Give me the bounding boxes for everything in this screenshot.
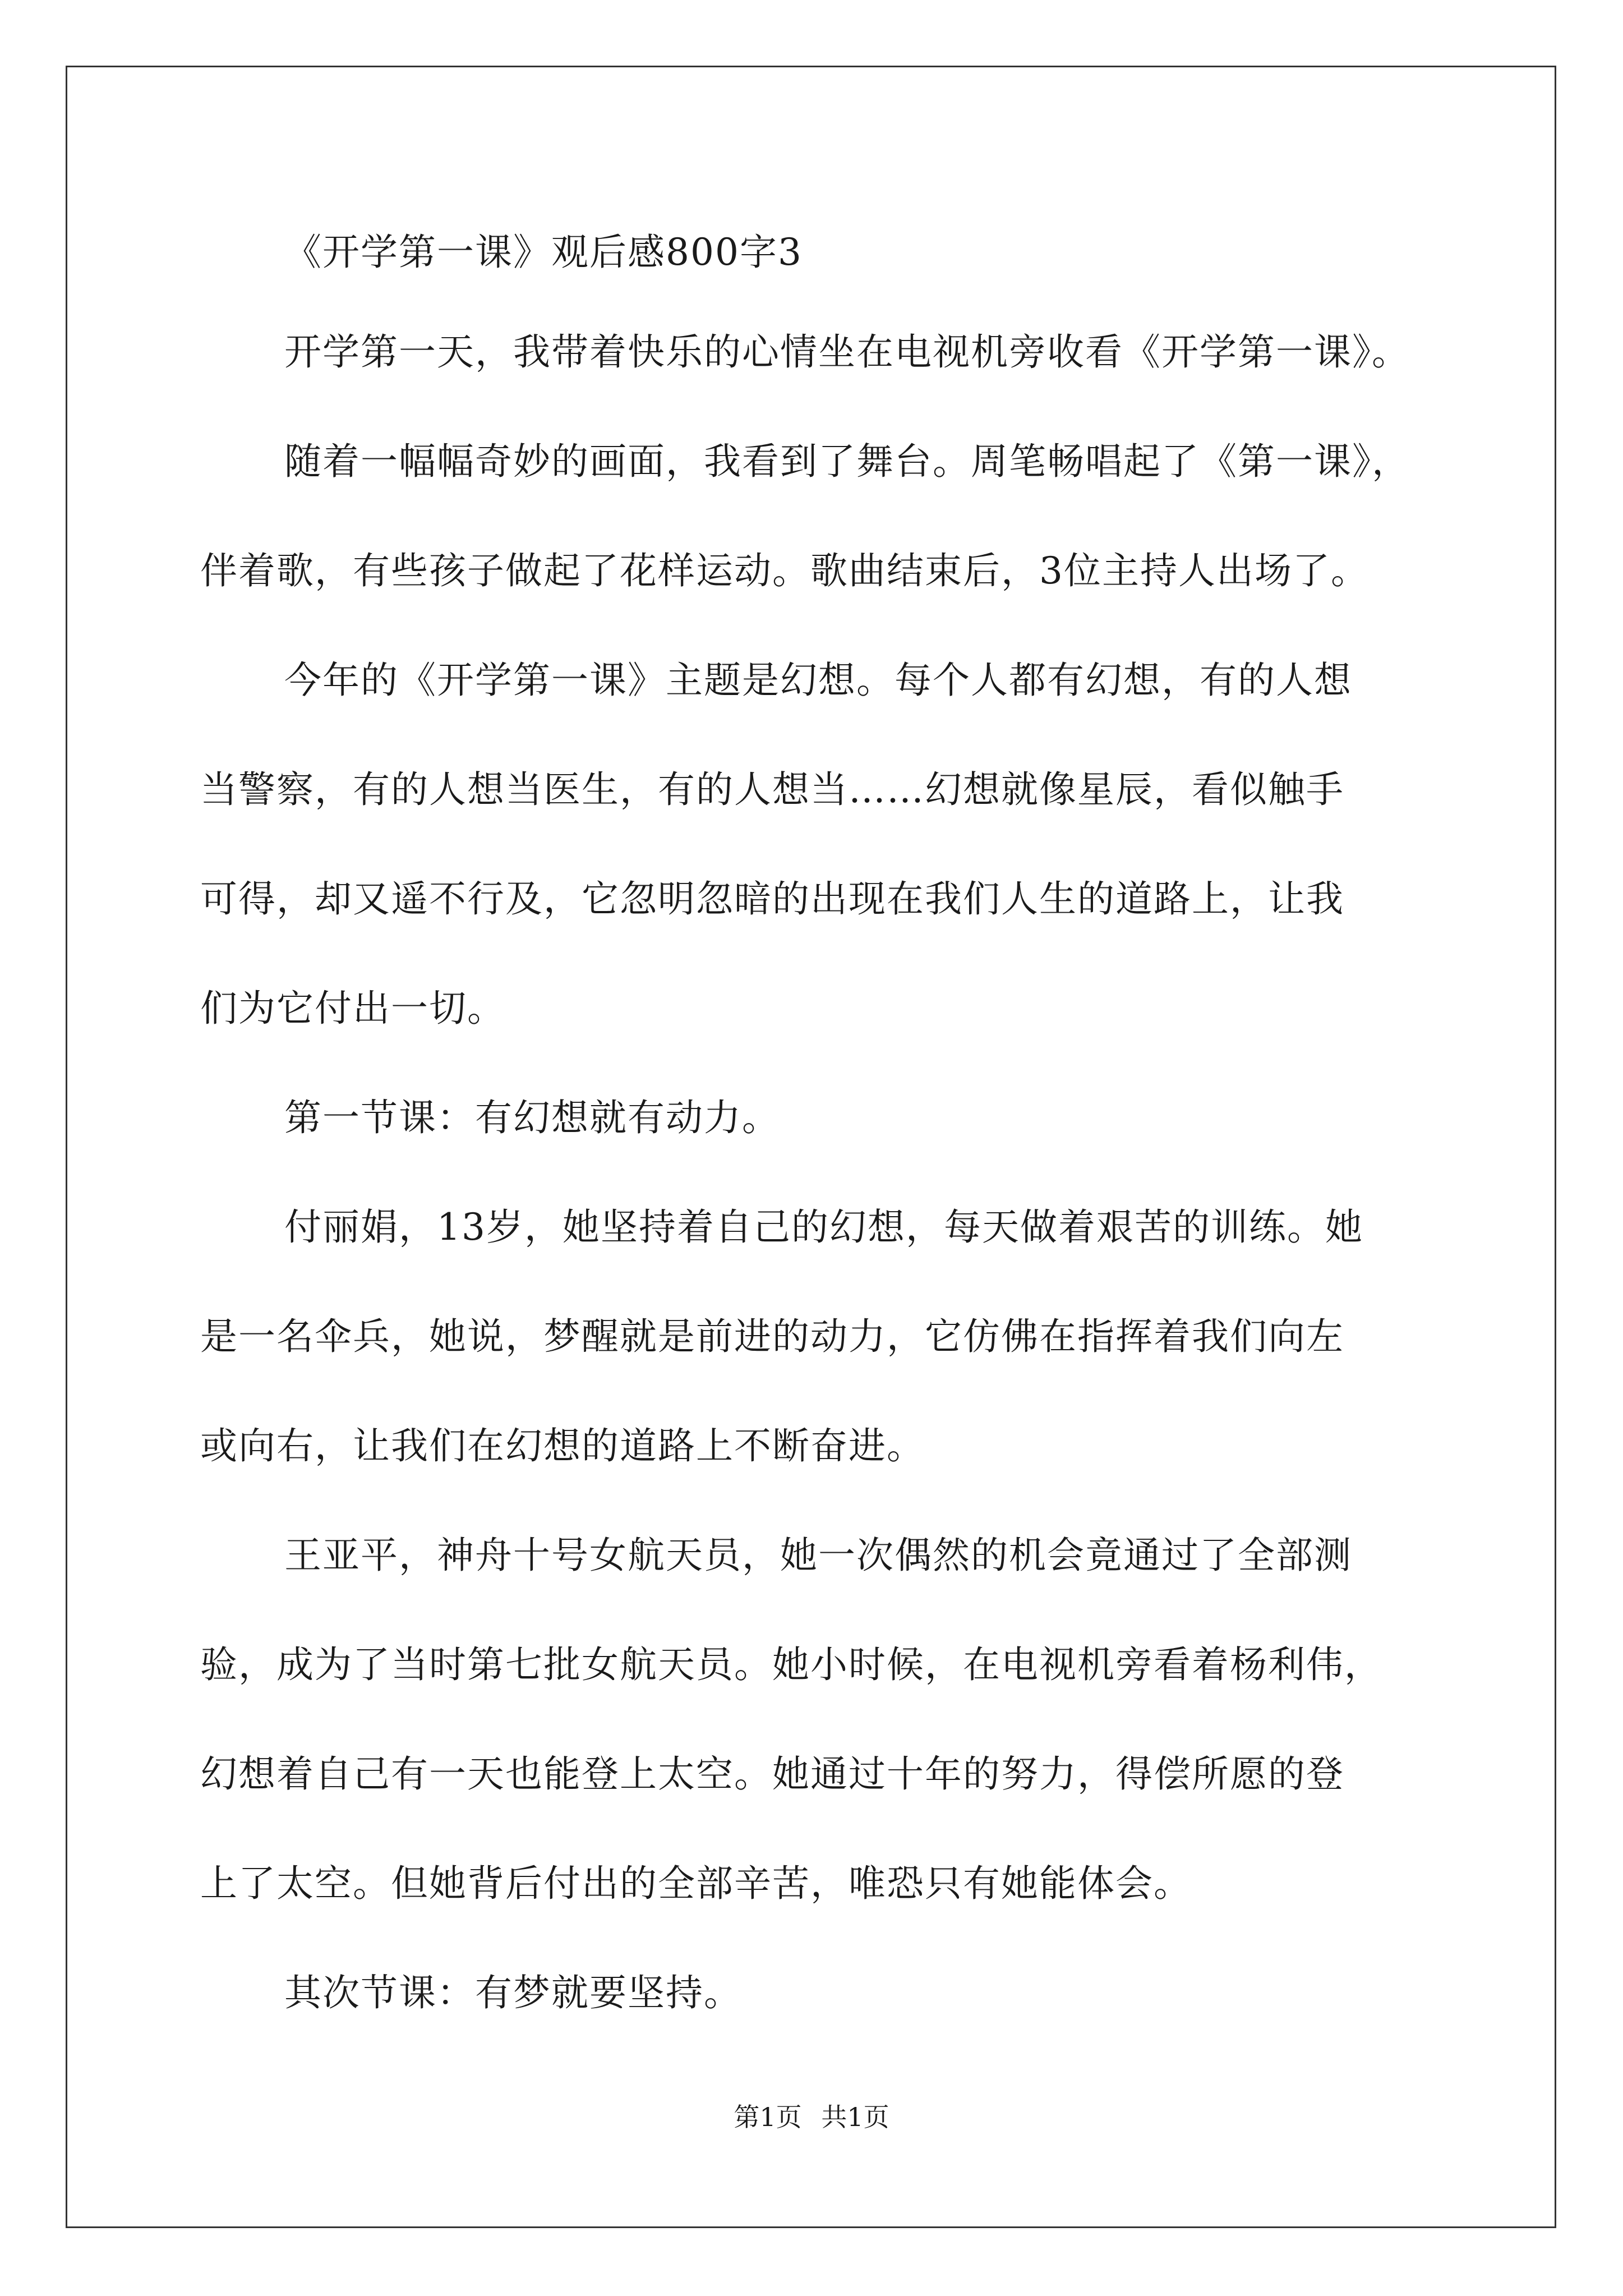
text-line-11: 或向右，让我们在幻想的道路上不断奋进。 — [200, 1424, 925, 1467]
text-line-6: 可得，却又遥不行及，它忽明忽暗的出现在我们人生的道路上，让我 — [200, 877, 1344, 921]
document-title: 《开学第一课》观后感800字3 — [284, 231, 803, 274]
page-number: 第1页 — [734, 2102, 802, 2132]
text-line-10: 是一名伞兵，她说，梦醒就是前进的动力，它仿佛在指挥着我们向左 — [200, 1315, 1344, 1358]
text-line-4: 今年的《开学第一课》主题是幻想。每个人都有幻想，有的人想 — [284, 659, 1352, 702]
section-heading-1: 第一节课：有幻想就有动力。 — [284, 1096, 780, 1139]
page-total: 共1页 — [821, 2102, 889, 2132]
text-line-12: 王亚平，神舟十号女航天员，她一次偶然的机会竟通过了全部测 — [284, 1534, 1352, 1577]
text-line-15: 上了太空。但她背后付出的全部辛苦，唯恐只有她能体会。 — [200, 1862, 1192, 1905]
text-line-3: 伴着歌，有些孩子做起了花样运动。歌曲结束后，3位主持人出场了。 — [200, 549, 1369, 592]
text-line-9: 付丽娟，13岁，她坚持着自己的幻想，每天做着艰苦的训练。她 — [284, 1205, 1363, 1249]
text-line-14: 幻想着自己有一天也能登上太空。她通过十年的努力，得偿所愿的登 — [200, 1752, 1344, 1796]
text-line-2: 随着一幅幅奇妙的画面，我看到了舞台。周笔畅唱起了《第一课》， — [284, 440, 1410, 483]
page-footer — [0, 2100, 1623, 2134]
text-line-1: 开学第一天，我带着快乐的心情坐在电视机旁收看《开学第一课》。 — [284, 330, 1410, 374]
text-line-7: 们为它付出一切。 — [200, 987, 505, 1030]
text-line-13: 验，成为了当时第七批女航天员。她小时候，在电视机旁看着杨利伟， — [200, 1643, 1382, 1686]
text-line-5: 当警察，有的人想当医生，有的人想当……幻想就像星辰，看似触手 — [200, 768, 1344, 811]
section-heading-2: 其次节课：有梦就要坚持。 — [284, 1971, 742, 2014]
